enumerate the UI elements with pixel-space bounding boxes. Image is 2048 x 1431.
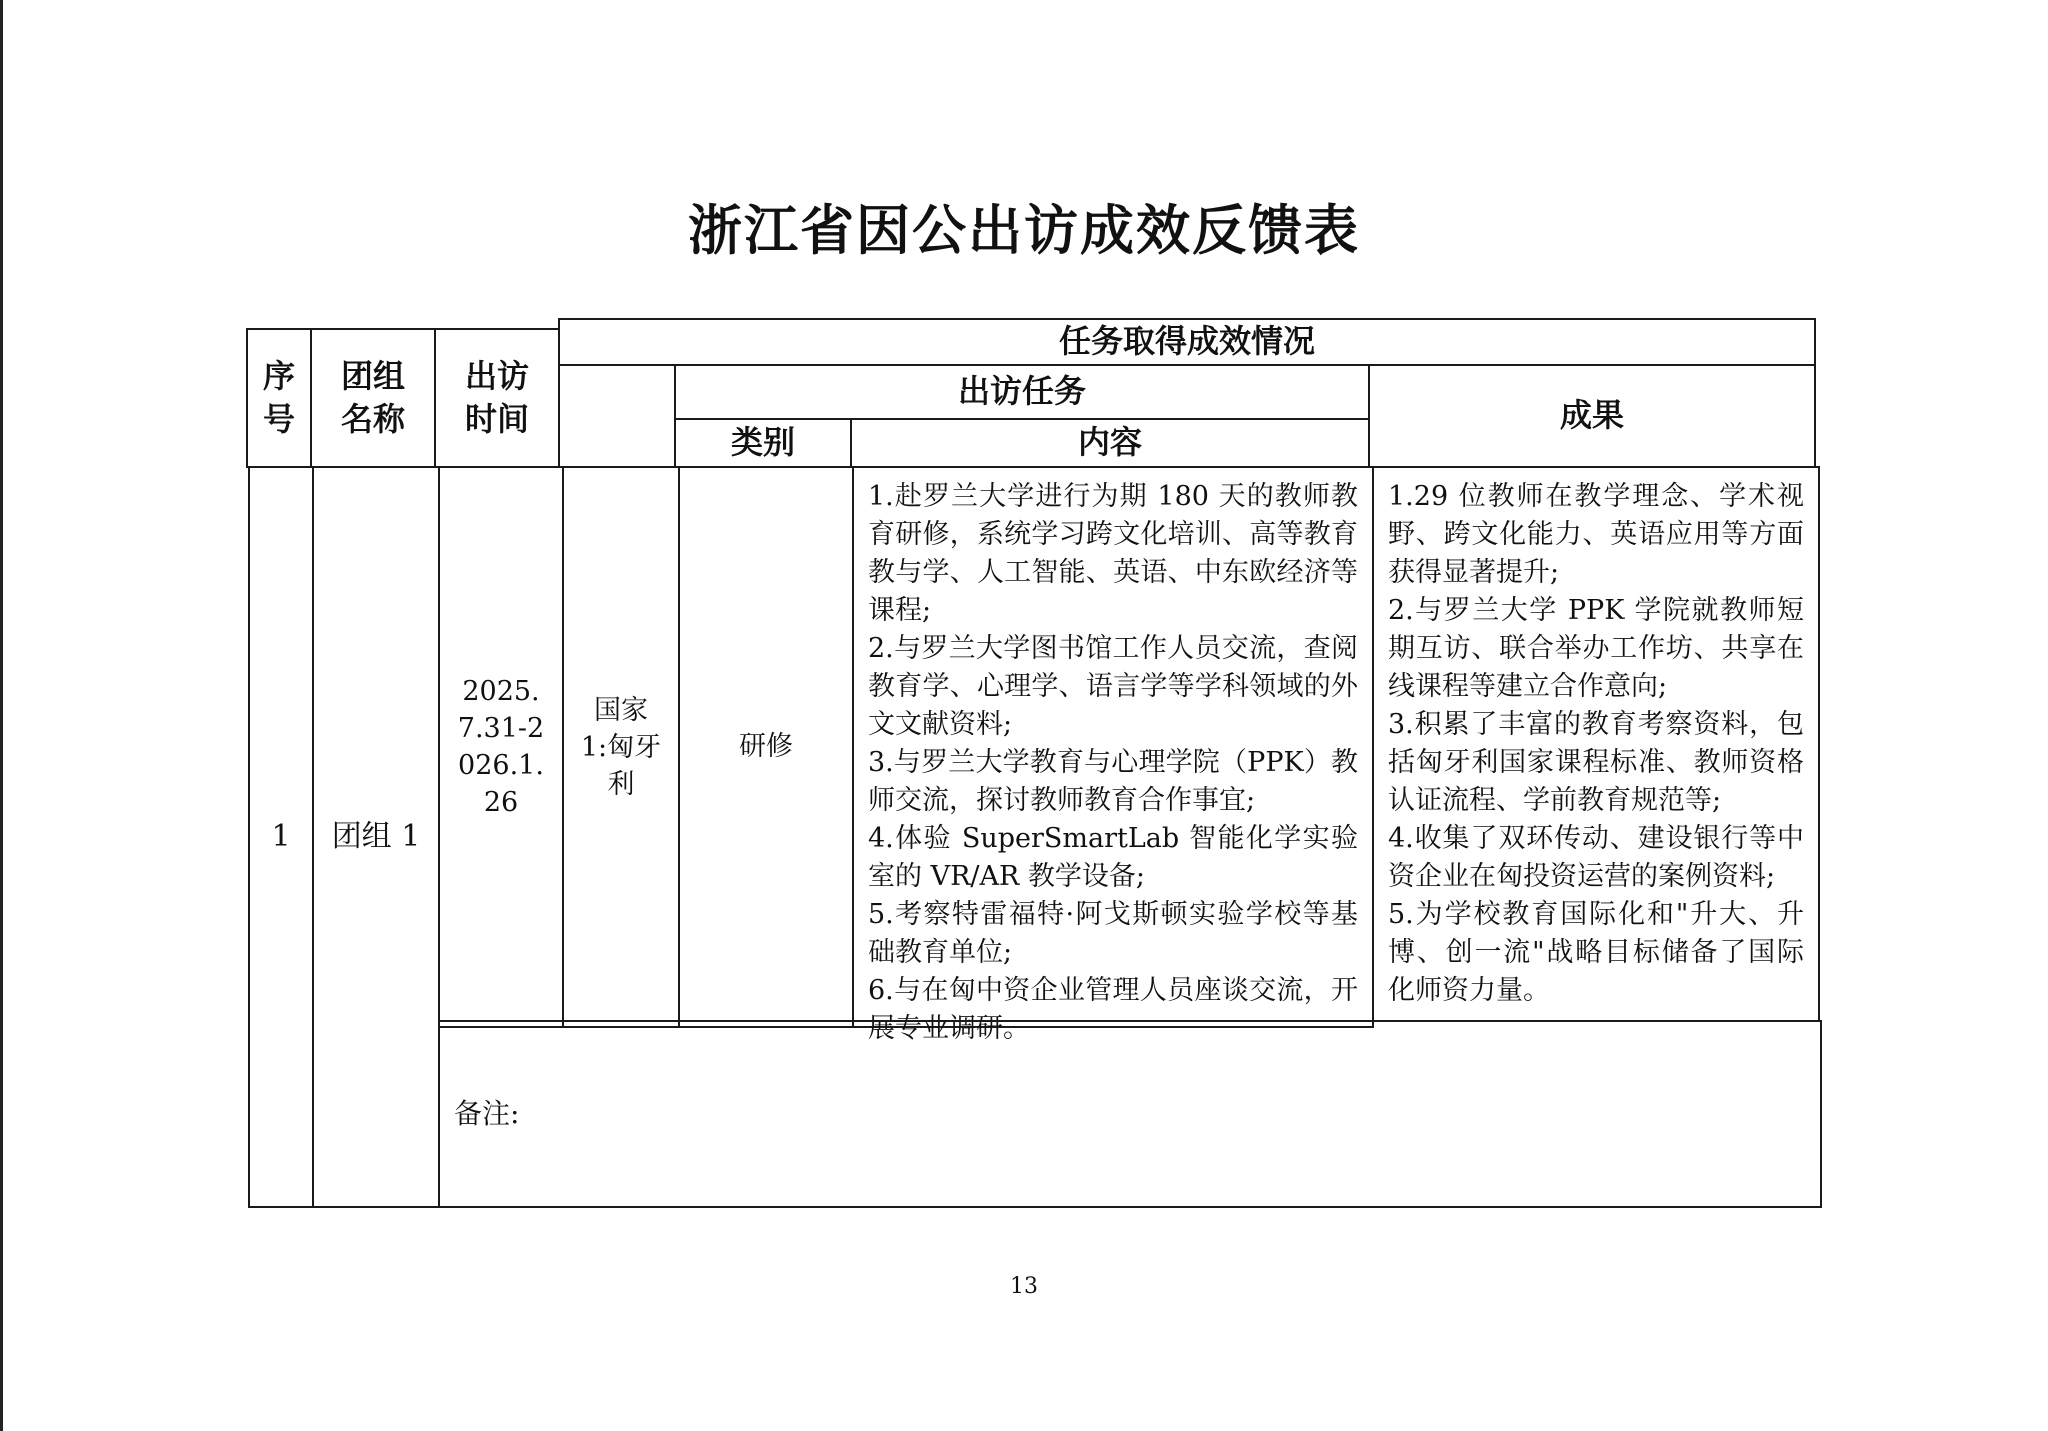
header-category: 类别: [674, 418, 852, 468]
header-group-name: 团组名称: [310, 328, 436, 468]
header-visit-task: 出访任务: [674, 364, 1370, 420]
row-destination: 国家 1:匈牙利: [562, 466, 680, 1028]
row-visit-time: 2025.7.31-2026.1.26: [438, 466, 564, 1028]
header-visit-time: 出访时间: [434, 328, 560, 468]
outcome-item: 5.为学校教育国际化和"升大、升博、创一流"战略目标储备了国际化师资力量。: [1388, 899, 1804, 1006]
outcome-item: 1.29 位教师在教学理念、学术视野、跨文化能力、英语应用等方面获得显著提升;: [1388, 481, 1804, 588]
outcome-item: 3.积累了丰富的教育考察资料，包括匈牙利国家课程标准、教师资格认证流程、学前教育规范等;: [1388, 709, 1804, 816]
outcome-item: 4.收集了双环传动、建设银行等中资企业在匈投资运营的案例资料;: [1388, 823, 1804, 892]
page-title: 浙江省因公出访成效反馈表: [688, 198, 1360, 262]
row-remark: 备注:: [438, 1020, 1822, 1208]
page-number: 13: [1010, 1274, 1038, 1299]
row-outcome: [1372, 466, 1820, 1022]
content-item: 5.考察特雷福特·阿戈斯顿实验学校等基础教育单位;: [868, 899, 1358, 968]
header-outcome: 成果: [1368, 364, 1816, 468]
outcome-item: 2.与罗兰大学 PPK 学院就教师短期互访、联合举办工作坊、共享在线课程等建立合作意向;: [1388, 595, 1804, 702]
row-group-name: 团组 1: [312, 466, 440, 1208]
content-item: 6.与在匈中资企业管理人员座谈交流，开展专业调研。: [868, 975, 1358, 1044]
content-list: [868, 478, 1358, 1048]
row-content: [852, 466, 1374, 1044]
header-results-overview: 任务取得成效情况: [558, 318, 1816, 366]
header-blank: [558, 364, 676, 468]
content-item: 4.体验 SuperSmartLab 智能化学实验室的 VR/AR 教学设备;: [868, 823, 1358, 892]
content-item: 1.赴罗兰大学进行为期 180 天的教师教育研修，系统学习跨文化培训、高等教育教与学、人工智能、英语、中东欧经济等课程;: [868, 481, 1358, 626]
row-seq: 1: [248, 466, 314, 1208]
row-category: 研修: [678, 466, 854, 1028]
header-content: 内容: [850, 418, 1370, 468]
content-item: 2.与罗兰大学图书馆工作人员交流，查阅教育学、心理学、语言学等学科领域的外文文献资料;: [868, 633, 1358, 740]
header-seq: 序号: [246, 328, 312, 468]
outcome-list: [1388, 478, 1804, 1010]
content-item: 3.与罗兰大学教育与心理学院（PPK）教师交流，探讨教师教育合作事宜;: [868, 747, 1358, 816]
